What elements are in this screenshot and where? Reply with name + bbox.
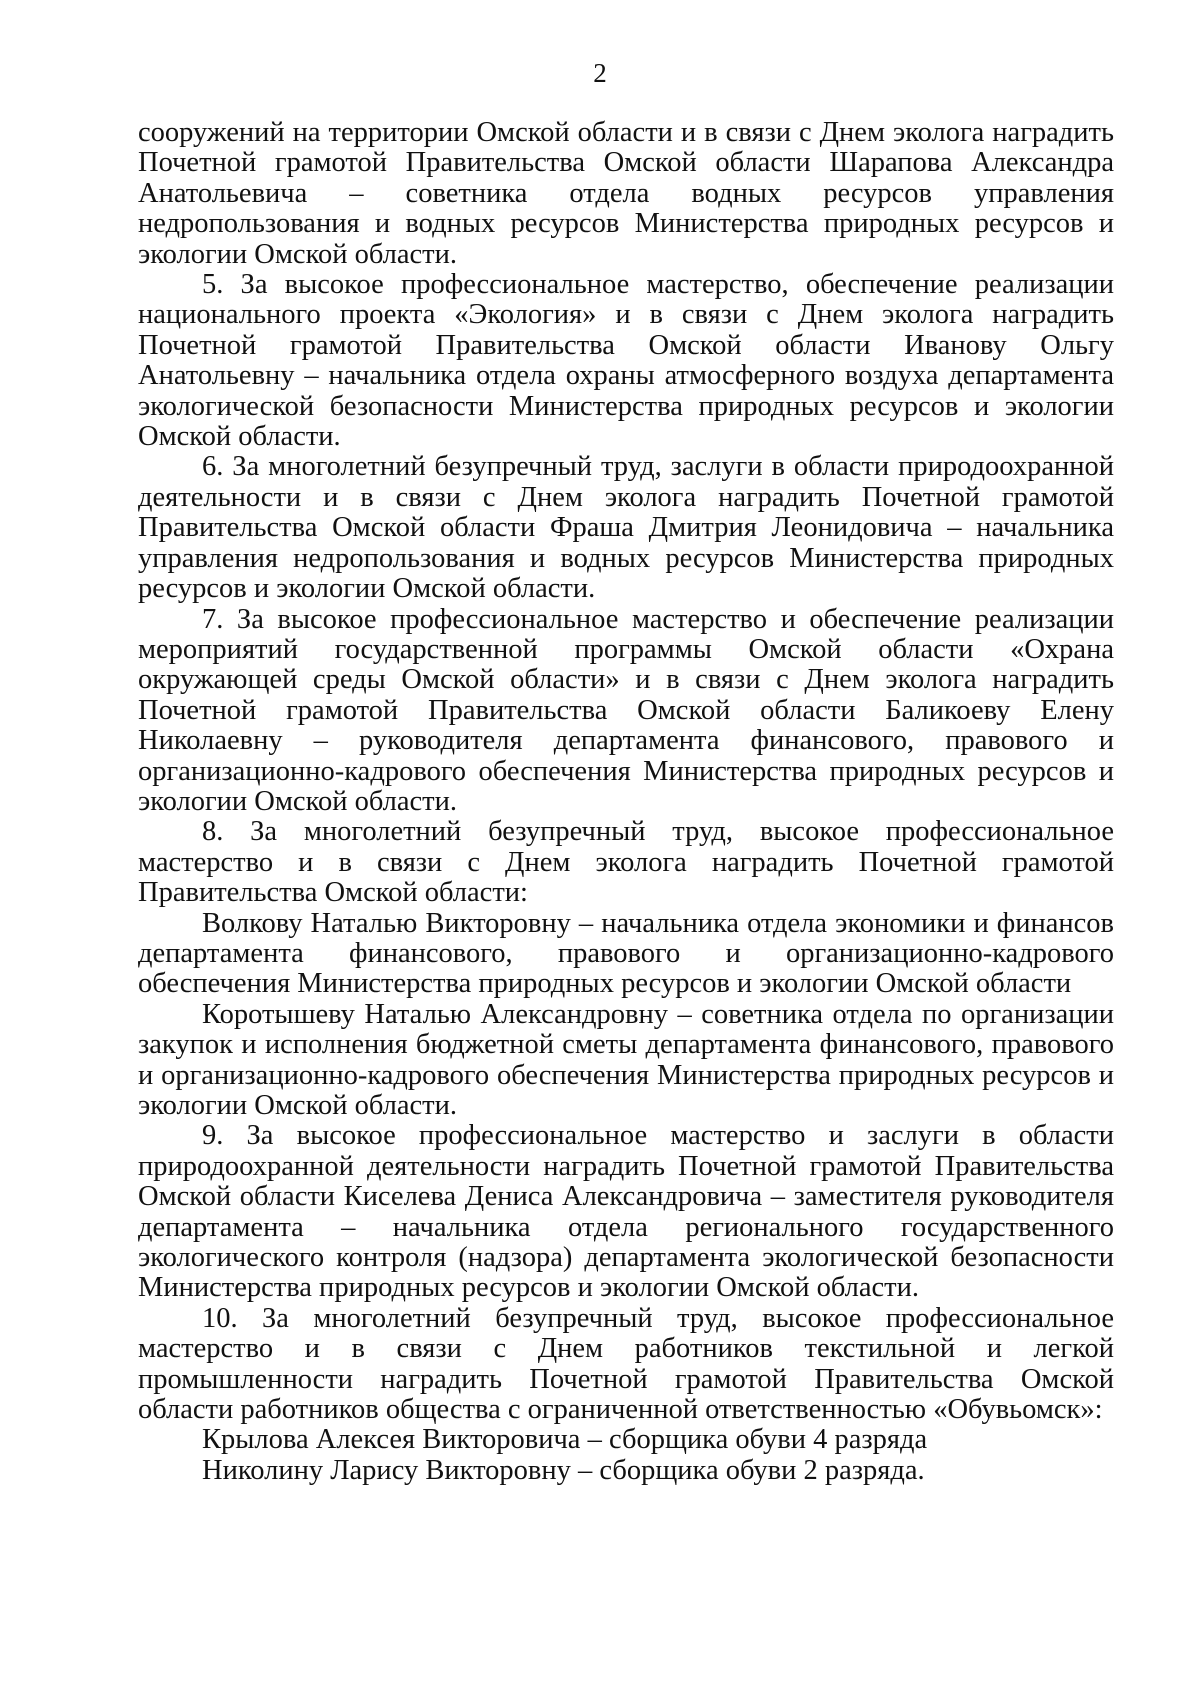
document-body	[138, 118, 1114, 1486]
paragraph-item-9: 9. За высокое профессиональное мастерство и заслуги в области природоохранной деятельности наградить Почетной грамотой Правительства Омской области Киселева Дениса Александровича – заместителя руководителя департамента – начальника отдела регионального государственного экологического контроля (надзора) департамента экологической безопасности Министерства природных ресурсов и экологии Омской области.	[138, 1120, 1114, 1304]
paragraph-item-5: 5. За высокое профессиональное мастерство, обеспечение реализации национального проекта «Экология» и в связи с Днем эколога наградить Почетной грамотой Правительства Омской области Иванову Ольгу Анатольевну – начальника отдела охраны атмосферного воздуха департамента экологической безопасности Министерства природных ресурсов и экологии Омской области.	[138, 269, 1114, 453]
page-number: 2	[593, 58, 607, 88]
paragraph-item-6: 6. За многолетний безупречный труд, заслуги в области природоохранной деятельности и в связи с Днем эколога наградить Почетной грамотой Правительства Омской области Фраша Дмитрия Леонидовича – начальника управления недропользования и водных ресурсов Министерства природных ресурсов и экологии Омской области.	[138, 451, 1114, 605]
paragraph-person-korotysheva: Коротышеву Наталью Александровну – советника отдела по организации закупок и исполнения бюджетной сметы департамента финансового, правового и организационно-кадрового обеспечения Министерства природных ресурсов и экологии Омской области.	[138, 998, 1114, 1121]
paragraph-person-volkova: Волкову Наталью Викторовну – начальника отдела экономики и финансов департамента финансового, правового и организационно-кадрового обеспечения Министерства природных ресурсов и экологии Омской области	[138, 907, 1114, 1000]
paragraph-item-10: 10. За многолетний безупречный труд, высокое профессиональное мастерство и в связи с Днем работников текстильной и легкой промышленности наградить Почетной грамотой Правительства Омской области работников общества с ограниченной ответственностью «Обувьомск»:	[138, 1302, 1114, 1426]
paragraph-item-8: 8. За многолетний безупречный труд, высокое профессиональное мастерство и в связи с Днем эколога наградить Почетной грамотой Правительства Омской области:	[138, 816, 1114, 909]
paragraph-item-7: 7. За высокое профессиональное мастерство и обеспечение реализации мероприятий государственной программы Омской области «Охрана окружающей среды Омской области» и в связи с Днем эколога наградить Почетной грамотой Правительства Омской области Баликоеву Елену Николаевну – руководителя департамента финансового, правового и организационно-кадрового обеспечения Министерства природных ресурсов и экологии Омской области.	[138, 603, 1114, 817]
paragraph-person-nikolina: Николину Ларису Викторовну – сборщика обуви 2 разряда.	[202, 1454, 925, 1486]
paragraph-continuation: сооружений на территории Омской области и в связи с Днем эколога наградить Почетной грамотой Правительства Омской области Шарапова Александра Анатольевича – советника отдела водных ресурсов управления недропользования и водных ресурсов Министерства природных ресурсов и экологии Омской области.	[138, 117, 1114, 270]
paragraph-person-krylov: Крылова Алексея Викторовича – сборщика обуви 4 разряда	[202, 1424, 928, 1456]
